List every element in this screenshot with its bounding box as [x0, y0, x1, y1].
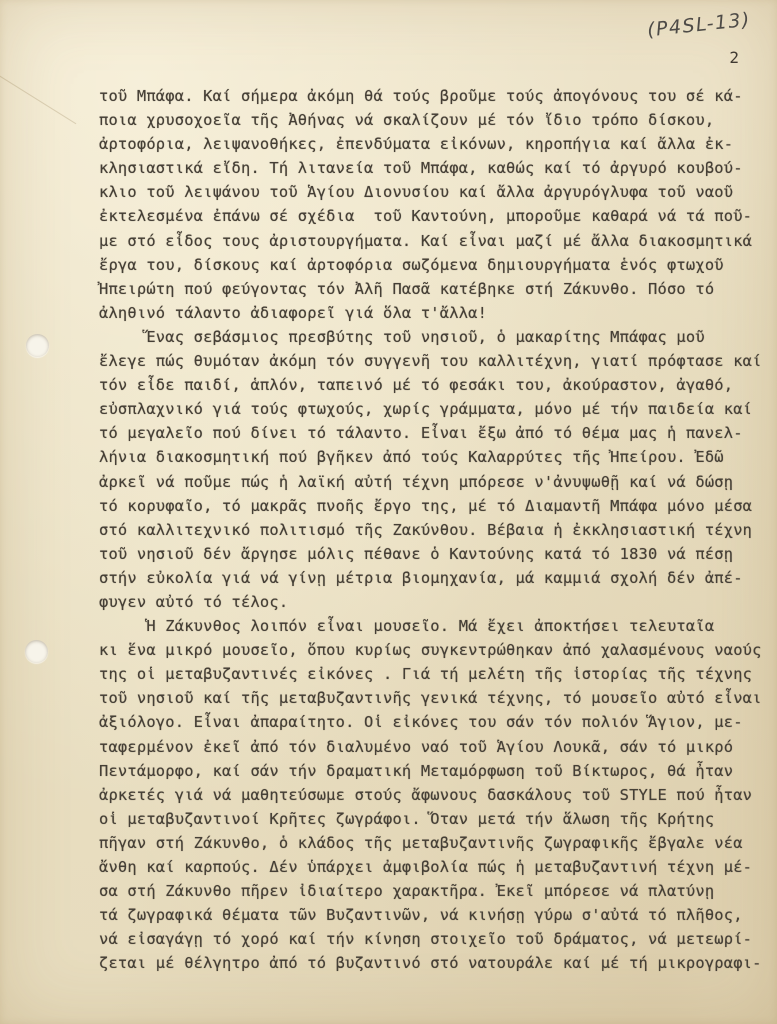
text-line: στήν εὐκολία γιά νά γίνῃ μέτρια βιομηχανία, μά καμμιά σχολή δέν ἀπέ- [99, 568, 743, 587]
typed-text [99, 84, 761, 975]
text-line: εὐσπλαχνικό γιά τούς φτωχούς, χωρίς γράμματα, μόνο μέ τήν παιδεία καί [99, 400, 753, 419]
handwritten-annotation: (P4SL-13) [646, 8, 752, 42]
page-number: 2 [729, 48, 739, 67]
text-line: πῆγαν στή Ζάκυνθο, ὁ κλάδος τῆς μεταβυζαντινῆς ζωγραφικῆς ἔβγαλε νέα [99, 833, 743, 852]
text-line: τοῦ νησιοῦ δέν ἄργησε μόλις πέθανε ὁ Καντούνης κατά τό 1830 νά πέσῃ [99, 544, 734, 563]
text-line: οἱ μεταβυζαντινοί Κρῆτες ζωγράφοι. Ὅταν μετά τήν ἅλωση τῆς Κρήτης [99, 809, 715, 828]
text-line: ἔργα του, δίσκους καί ἀρτοφόρια σωζόμενα δημιουργήματα ἑνός φτωχοῦ [99, 255, 724, 274]
text-line: σα στή Ζάκυνθο πῆρεν ἰδιαίτερο χαρακτῆρα. Ἐκεῖ μπόρεσε νά πλατύνῃ [99, 882, 715, 901]
text-line: κι ἕνα μικρό μουσεῖο, ὅπου κυρίως συγκεντρώθηκαν ἀπό χαλασμένους ναούς [99, 641, 762, 660]
text-line: τό μεγαλεῖο πού δίνει τό τάλαντο. Εἶναι ἔξω ἀπό τό θέμα μας ἡ πανελ- [99, 424, 743, 443]
text-line: ζεται μέ θέλγητρο ἀπό τό βυζαντινό στό νατουράλε καί μέ τή μικρογραφι- [99, 954, 762, 973]
paragraph [99, 84, 761, 325]
text-line: Ἠπειρώτη πού φεύγοντας τόν Ἀλῆ Πασᾶ κατέβηκε στή Ζάκυνθο. Πόσο τό [99, 279, 715, 298]
text-line: Ἡ Ζάκυνθος λοιπόν εἶναι μουσεῖο. Μά ἔχει ἀποκτήσει τελευταῖα [99, 617, 715, 636]
text-line: ἄνθη καί καρπούς. Δέν ὑπάρχει ἀμφιβολία πώς ἡ μεταβυζαντινή τέχνη μέ- [99, 858, 753, 876]
text-line: τοῦ Μπάφα. Καί σήμερα ἀκόμη θά τούς βροῦμε τούς ἀπογόνους του σέ κά- [99, 87, 743, 105]
paragraph [99, 325, 761, 614]
text-line: ἀρτοφόρια, λειψανοθήκες, ἐπενδύματα εἰκόνων, κηροπήγια καί ἄλλα ἐκ- [99, 135, 734, 154]
text-line: ἀρκεῖ νά ποῦμε πώς ἡ λαϊκή αὐτή τέχνη μπόρεσε ν'ἀνυψωθῇ καί νά δώσῃ [99, 472, 734, 491]
text-line: τοῦ νησιοῦ καί τῆς μεταβυζαντινῆς γενικά τέχνης, τό μουσεῖο αὐτό εἶναι [99, 689, 762, 708]
punch-hole-bottom [25, 640, 48, 663]
punch-hole-top [26, 334, 49, 357]
text-line: ταφερμένον ἐκεῖ ἀπό τόν διαλυμένο ναό τοῦ Ἁγίου Λουκᾶ, σάν τό μικρό [99, 737, 734, 756]
text-line: ἐκτελεσμένα ἐπάνω σέ σχέδια τοῦ Καντούνη, μποροῦμε καθαρά νά τά ποῦ- [99, 207, 753, 226]
text-line: τά ζωγραφικά θέματα τῶν Βυζαντινῶν, νά κινήσῃ γύρω σ'αὐτά τό πλῆθος, [99, 906, 743, 925]
text-line: Πεντάμορφο, καί σάν τήν δραματική Μεταμόρφωση τοῦ Βίκτωρος, θά ἦταν [99, 761, 734, 780]
text-line: ἀληθινό τάλαντο ἀδιαφορεῖ γιά ὅλα τ'ἄλλα! [99, 303, 488, 322]
text-line: νά εἰσαγάγῃ τό χορό καί τήν κίνηση στοιχεῖο τοῦ δράματος, νά μετεωρί- [99, 930, 753, 949]
text-line: Ἕνας σεβάσμιος πρεσβύτης τοῦ νησιοῦ, ὁ μακαρίτης Μπάφας μοῦ [99, 327, 705, 346]
text-line: ἔλεγε πώς θυμόταν ἀκόμη τόν συγγενῆ του καλλιτέχνη, γιατί πρόφτασε καί [99, 352, 762, 371]
text-line: ἀξιόλογο. Εἶναι ἀπαραίτητο. Οἱ εἰκόνες του σάν τόν πολιόν Ἅγιον, με- [99, 713, 743, 732]
text-line: κλιο τοῦ λειψάνου τοῦ Ἁγίου Διονυσίου καί ἄλλα ἀργυρόγλυφα τοῦ ναοῦ [99, 183, 734, 202]
text-line: ἀρκετές γιά νά μαθητεύσωμε στούς ἄφωνους δασκάλους τοῦ STYLE πού ἦταν [99, 785, 753, 804]
text-line: της οἱ μεταβυζαντινές εἰκόνες . Γιά τή μελέτη τῆς ἱστορίας τῆς τέχνης [99, 665, 753, 684]
text-line: ποια χρυσοχοεῖα τῆς Ἀθήνας νά σκαλίζουν μέ τόν ἴδιο τρόπο δίσκου, [99, 111, 715, 130]
text-line: τόν εἶδε παιδί, ἁπλόν, ταπεινό μέ τό φεσάκι του, ἀκούραστον, ἀγαθό, [99, 376, 734, 395]
text-line: στό καλλιτεχνικό πολιτισμό τῆς Ζακύνθου. Βέβαια ἡ ἐκκλησιαστική τέχνη [99, 520, 753, 539]
text-line: με στό εἶδος τους ἀριστουργήματα. Καί εἶναι μαζί μέ ἄλλα διακοσμητικά [99, 231, 753, 250]
text-line: λήνια διακοσμητική πού βγῆκεν ἀπό τούς Καλαρρύτες τῆς Ἠπείρου. Ἐδῶ [99, 448, 724, 467]
paragraph [99, 614, 761, 975]
text-line: φυγεν αὐτό τό τέλος. [99, 592, 289, 611]
text-line: κλησιαστικά εἴδη. Τή λιτανεία τοῦ Μπάφα, καθώς καί τό ἀργυρό κουβού- [99, 159, 743, 178]
text-line: τό κορυφαῖο, τό μακρᾶς πνοῆς ἔργο της, μέ τό Διαμαντῆ Μπάφα μόνο μέσα [99, 496, 753, 515]
